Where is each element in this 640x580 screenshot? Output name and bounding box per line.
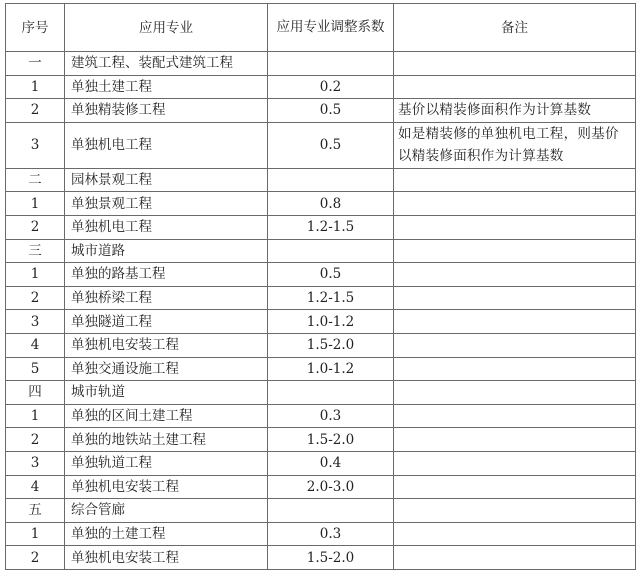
row-coefficient <box>268 168 394 192</box>
row-specialty: 综合管廊 <box>65 499 268 523</box>
row-remark <box>394 310 636 334</box>
row-remark <box>394 215 636 239</box>
table-row <box>6 428 636 452</box>
row-specialty: 单独的路基工程 <box>65 263 268 287</box>
row-specialty: 园林景观工程 <box>65 168 268 192</box>
row-coefficient: 1.5-2.0 <box>268 333 394 357</box>
row-coefficient <box>268 381 394 405</box>
table-group-row <box>6 499 636 523</box>
row-number: 2 <box>6 215 65 239</box>
header-remark: 备注 <box>394 4 636 52</box>
row-number: 2 <box>6 428 65 452</box>
row-coefficient: 2.0-3.0 <box>268 475 394 499</box>
row-specialty: 城市道路 <box>65 239 268 263</box>
row-coefficient: 0.2 <box>268 75 394 99</box>
table-group-row <box>6 168 636 192</box>
row-specialty: 单独机电安装工程 <box>65 333 268 357</box>
row-coefficient: 1.2-1.5 <box>268 286 394 310</box>
row-number: 五 <box>6 499 65 523</box>
row-specialty: 单独交通设施工程 <box>65 357 268 381</box>
table-row <box>6 75 636 99</box>
row-remark <box>394 239 636 263</box>
row-number: 2 <box>6 99 65 123</box>
row-number: 3 <box>6 122 65 168</box>
table-row <box>6 357 636 381</box>
row-coefficient <box>268 52 394 76</box>
row-number: 3 <box>6 451 65 475</box>
row-number: 5 <box>6 357 65 381</box>
row-specialty: 单独的地铁站土建工程 <box>65 428 268 452</box>
row-remark <box>394 381 636 405</box>
row-specialty: 建筑工程、装配式建筑工程 <box>65 52 268 76</box>
row-number: 一 <box>6 52 65 76</box>
row-number: 2 <box>6 286 65 310</box>
row-coefficient: 0.3 <box>268 404 394 428</box>
row-coefficient: 1.2-1.5 <box>268 215 394 239</box>
row-remark <box>394 192 636 216</box>
row-number: 4 <box>6 333 65 357</box>
row-coefficient: 0.5 <box>268 263 394 287</box>
row-specialty: 单独机电工程 <box>65 122 268 168</box>
row-specialty: 单独的区间土建工程 <box>65 404 268 428</box>
table-body <box>6 52 636 570</box>
row-remark <box>394 522 636 546</box>
row-coefficient: 1.0-1.2 <box>268 357 394 381</box>
row-remark: 基价以精装修面积作为计算基数 <box>394 99 636 123</box>
row-coefficient: 0.5 <box>268 122 394 168</box>
row-coefficient: 1.5-2.0 <box>268 428 394 452</box>
row-coefficient <box>268 499 394 523</box>
row-coefficient: 1.5-2.0 <box>268 546 394 570</box>
row-remark <box>394 546 636 570</box>
row-number: 1 <box>6 192 65 216</box>
table-row <box>6 546 636 570</box>
table-group-row <box>6 381 636 405</box>
table-row <box>6 451 636 475</box>
row-remark <box>394 52 636 76</box>
table-header-row <box>6 4 636 52</box>
row-remark <box>394 451 636 475</box>
row-number: 2 <box>6 546 65 570</box>
row-coefficient: 0.5 <box>268 99 394 123</box>
row-number: 四 <box>6 381 65 405</box>
row-number: 1 <box>6 75 65 99</box>
table-row <box>6 215 636 239</box>
row-remark <box>394 168 636 192</box>
row-remark <box>394 263 636 287</box>
row-specialty: 单独桥梁工程 <box>65 286 268 310</box>
row-specialty: 单独机电工程 <box>65 215 268 239</box>
table-row <box>6 122 636 168</box>
row-coefficient: 1.0-1.2 <box>268 310 394 334</box>
table-row <box>6 404 636 428</box>
row-number: 三 <box>6 239 65 263</box>
row-coefficient: 0.4 <box>268 451 394 475</box>
header-no: 序号 <box>6 4 65 52</box>
row-coefficient: 0.8 <box>268 192 394 216</box>
row-remark <box>394 75 636 99</box>
table-group-row <box>6 52 636 76</box>
table-row <box>6 99 636 123</box>
row-number: 二 <box>6 168 65 192</box>
header-specialty: 应用专业 <box>65 4 268 52</box>
header-coefficient: 应用专业调整系数 <box>268 4 394 52</box>
row-specialty: 单独土建工程 <box>65 75 268 99</box>
row-specialty: 单独轨道工程 <box>65 451 268 475</box>
row-coefficient: 0.3 <box>268 522 394 546</box>
row-remark <box>394 499 636 523</box>
table-group-row <box>6 239 636 263</box>
row-specialty: 单独机电安装工程 <box>65 475 268 499</box>
row-remark <box>394 333 636 357</box>
row-specialty: 城市轨道 <box>65 381 268 405</box>
table-row <box>6 310 636 334</box>
table-row <box>6 333 636 357</box>
row-remark <box>394 357 636 381</box>
row-remark <box>394 286 636 310</box>
table-row <box>6 475 636 499</box>
row-remark <box>394 404 636 428</box>
row-specialty: 单独的土建工程 <box>65 522 268 546</box>
table-row <box>6 522 636 546</box>
row-number: 1 <box>6 263 65 287</box>
row-specialty: 单独景观工程 <box>65 192 268 216</box>
row-specialty: 单独隧道工程 <box>65 310 268 334</box>
row-number: 3 <box>6 310 65 334</box>
row-specialty: 单独精装修工程 <box>65 99 268 123</box>
row-remark <box>394 428 636 452</box>
row-number: 1 <box>6 404 65 428</box>
row-coefficient <box>268 239 394 263</box>
table-row <box>6 263 636 287</box>
table-row <box>6 192 636 216</box>
row-number: 4 <box>6 475 65 499</box>
coefficient-table <box>5 3 636 570</box>
row-remark <box>394 475 636 499</box>
row-remark: 如是精装修的单独机电工程，则基价以精装修面积作为计算基数 <box>394 122 636 168</box>
table-row <box>6 286 636 310</box>
row-number: 1 <box>6 522 65 546</box>
row-specialty: 单独机电安装工程 <box>65 546 268 570</box>
